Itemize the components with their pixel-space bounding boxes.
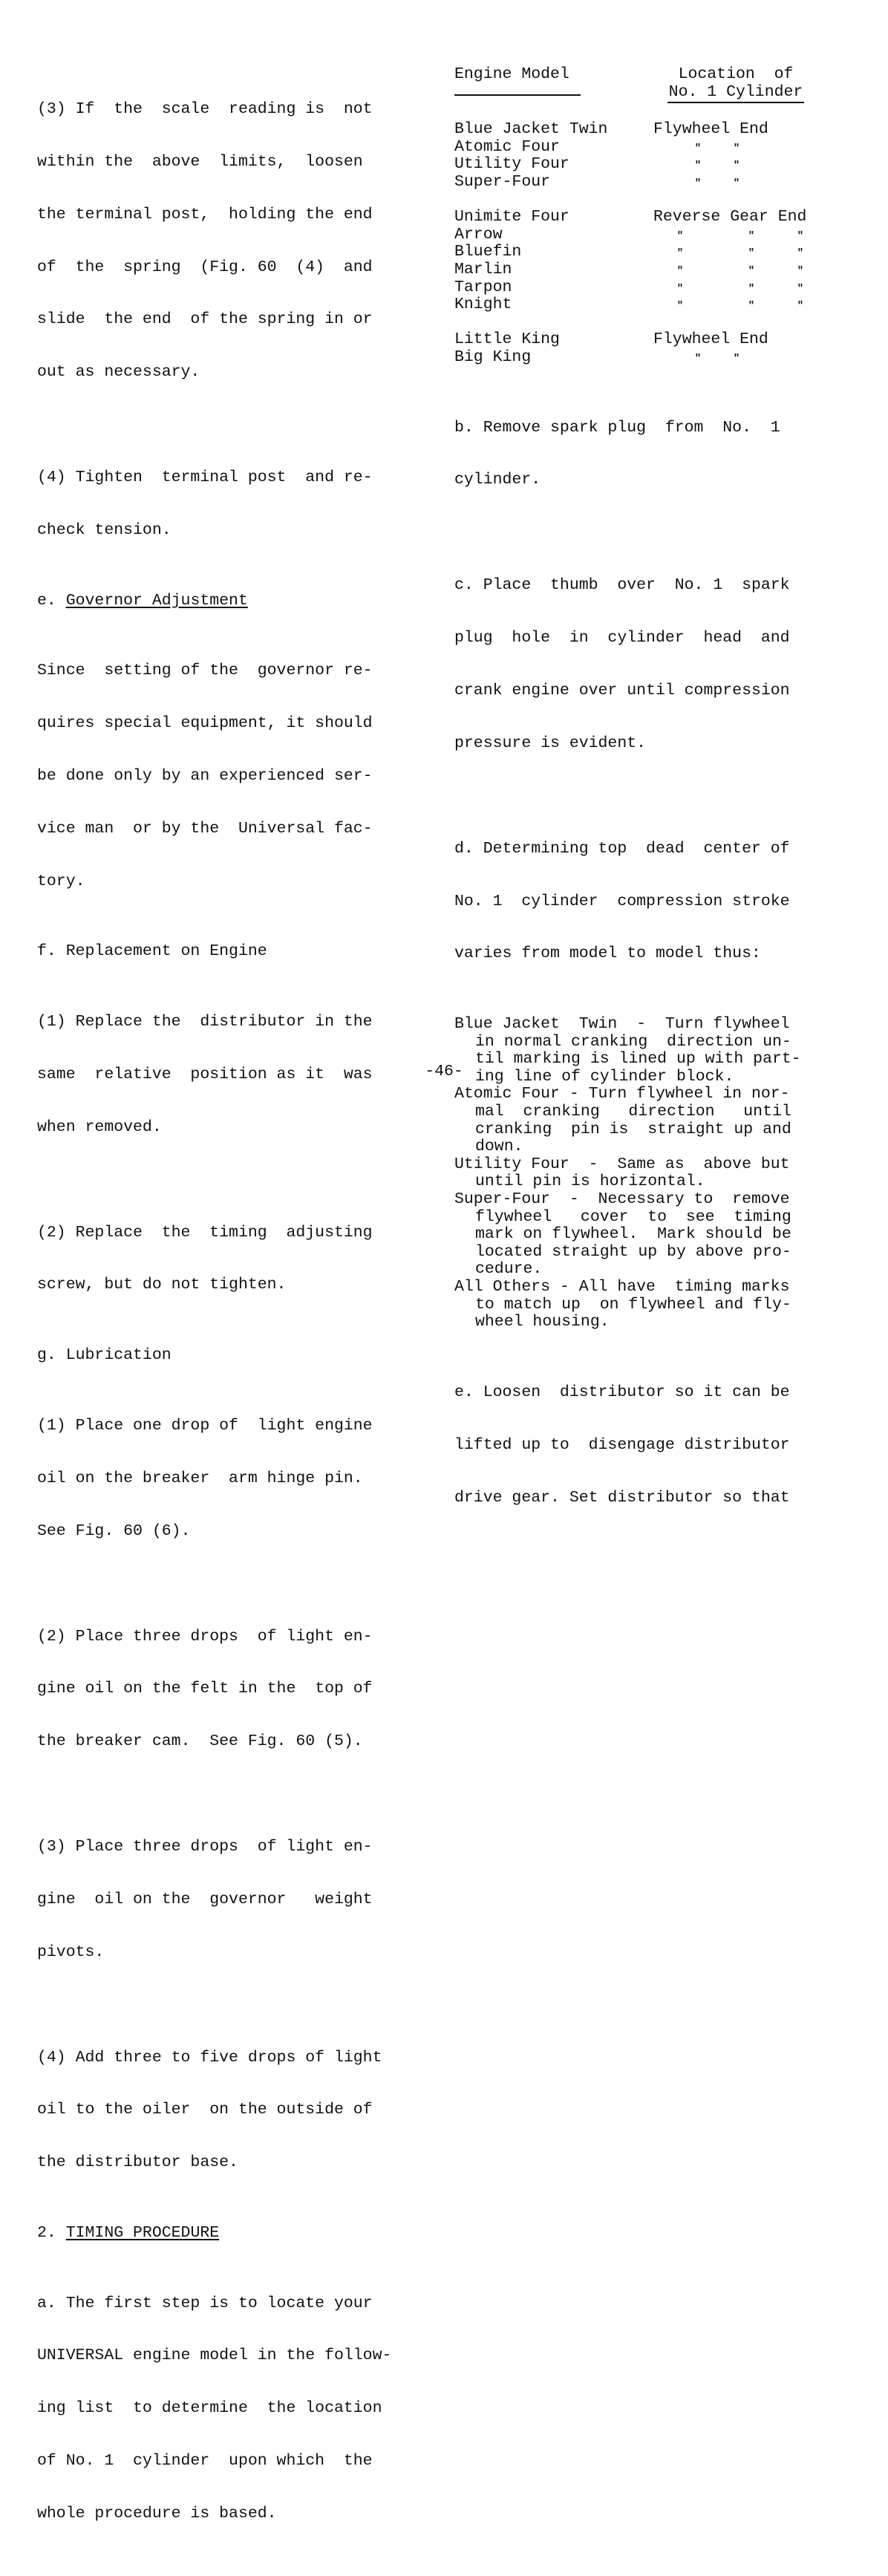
engine-model: Bluefin: [454, 243, 522, 261]
paragraph-loosen-distributor: [454, 1349, 820, 1542]
table-group-flywheel: [454, 121, 820, 191]
heading-text: Governor Adjustment: [65, 591, 248, 610]
step-line: flywheel cover to see timing: [475, 1207, 791, 1226]
text-line: e. Loosen distributor so it can be: [454, 1383, 790, 1401]
paragraph-lube-3: [37, 1804, 405, 1997]
header-label: Engine Model: [454, 65, 569, 83]
ditto-cell: [633, 244, 820, 261]
text-line: drive gear. Set distributor so that: [454, 1488, 790, 1507]
engine-model: Blue Jacket Twin: [454, 120, 608, 139]
text-line: plug hole in cylinder head and: [454, 629, 790, 648]
ditto-mark: ": [676, 264, 684, 277]
text-line: b. Remove spark plug from No. 1: [454, 418, 780, 437]
text-line: of No. 1 cylinder upon which the: [37, 2452, 373, 2471]
engine-model: Super-Four: [454, 172, 551, 191]
text-line: when removed.: [37, 1118, 162, 1136]
step-line: cedure.: [475, 1260, 543, 1279]
text-line: be done only by an experienced ser-: [37, 766, 373, 785]
header-label: No. 1 Cylinder: [667, 84, 805, 104]
ditto-mark: ": [748, 229, 755, 242]
table-row: [454, 156, 820, 174]
text-line: lifted up to disengage distributor: [454, 1435, 790, 1454]
ditto-cell: [653, 349, 756, 367]
ditto-cell: [633, 226, 820, 244]
ditto-cell: [633, 261, 820, 279]
right-column: [454, 66, 820, 1559]
table-row: [454, 226, 820, 244]
text-line: tory.: [37, 872, 85, 890]
table-row: [454, 121, 820, 139]
ditto-mark: ": [733, 352, 740, 365]
ditto-mark: ": [694, 352, 702, 365]
ditto-mark: ": [676, 300, 684, 313]
paragraph-governor: [37, 627, 405, 925]
text-line: varies from model to model thus:: [454, 945, 761, 963]
text-line: pressure is evident.: [454, 734, 647, 752]
paragraph-replace-screw: [37, 1189, 405, 1329]
step-line: in normal cranking direction un-: [475, 1032, 791, 1051]
cylinder-location: Flywheel End: [653, 330, 768, 349]
step-line: Utility Four - Same as above but: [454, 1155, 790, 1173]
text-line: same relative position as it was: [37, 1065, 373, 1083]
paragraph-lube-1: [37, 1383, 405, 1576]
header-label: Location of: [678, 65, 794, 83]
text-line: UNIVERSAL engine model in the follow-: [37, 2347, 392, 2365]
ditto-mark: ": [797, 282, 804, 295]
text-line: the breaker cam. See Fig. 60 (5).: [37, 1732, 363, 1751]
text-line: of the spring (Fig. 60 (4) and: [37, 258, 373, 276]
ditto-mark: ": [733, 177, 740, 189]
table-row: [454, 296, 820, 314]
engine-model: Little King: [454, 330, 560, 349]
text-line: ing list to determine the location: [37, 2399, 382, 2418]
ditto-cell: [633, 296, 820, 314]
text-line: crank engine over until compression: [454, 682, 790, 700]
table-row: [454, 139, 820, 157]
text-line: slide the end of the spring in or: [37, 310, 373, 329]
step-line: mark on flywheel. Mark should be: [475, 1225, 791, 1244]
paragraph-lube-2: [37, 1593, 405, 1786]
header-rule: [454, 94, 581, 96]
step-line: ing line of cylinder block.: [475, 1067, 734, 1086]
engine-model: Knight: [454, 296, 512, 314]
left-column: [37, 66, 405, 2576]
table-header: [454, 66, 820, 103]
engine-model: Arrow: [454, 225, 503, 244]
engine-model: Utility Four: [454, 155, 569, 174]
step-line: Super-Four - Necessary to remove: [454, 1190, 790, 1209]
heading-prefix: 2.: [37, 2223, 66, 2242]
step-line: down.: [475, 1138, 523, 1156]
ditto-mark: ": [694, 177, 702, 189]
paragraph-spring-adjust: [37, 66, 405, 417]
ditto-cell: [653, 156, 756, 174]
table-row: [454, 244, 820, 261]
step-line: located straight up by above pro-: [475, 1242, 791, 1261]
text-line: c. Place thumb over No. 1 spark: [454, 576, 790, 595]
step-line: until pin is horizontal.: [475, 1173, 705, 1191]
heading-timing-procedure: [37, 2225, 405, 2243]
heading-lubrication: g. Lubrication: [37, 1346, 172, 1365]
step-line: mal cranking direction until: [475, 1103, 791, 1121]
step-line: wheel housing.: [475, 1313, 610, 1331]
ditto-mark: ": [676, 282, 684, 295]
paragraph-tighten: [37, 434, 405, 575]
header-location: [652, 66, 820, 103]
step-line: Blue Jacket Twin - Turn flywheel: [454, 1015, 790, 1034]
table-row: [454, 261, 820, 279]
text-line: No. 1 cylinder compression stroke: [454, 892, 790, 910]
ditto-mark: ": [676, 247, 684, 260]
engine-model-table: [454, 66, 820, 367]
heading-prefix: e.: [37, 591, 66, 610]
engine-model: Marlin: [454, 260, 512, 278]
ditto-cell: [633, 279, 820, 297]
cylinder-location: Flywheel End: [653, 120, 768, 139]
ditto-cell: [653, 139, 756, 157]
text-line: screw, but do not tighten.: [37, 1276, 287, 1294]
ditto-mark: ": [797, 247, 804, 260]
text-line: quires special equipment, it should: [37, 714, 373, 733]
heading-replacement: f. Replacement on Engine: [37, 942, 267, 961]
table-row: [454, 349, 820, 367]
step-line: to match up on flywheel and fly-: [475, 1295, 791, 1314]
engine-model: Atomic Four: [454, 137, 560, 156]
step-line: Atomic Four - Turn flywheel in nor-: [454, 1085, 790, 1103]
ditto-mark: ": [748, 247, 755, 260]
text-line: gine oil on the governor weight: [37, 1890, 373, 1908]
ditto-mark: ": [748, 264, 755, 277]
ditto-mark: ": [694, 142, 702, 154]
text-line: pivots.: [37, 1943, 105, 1961]
step-line: til marking is lined up with part-: [475, 1050, 801, 1069]
ditto-mark: ": [797, 229, 804, 242]
table-group-flywheel-kings: [454, 331, 820, 366]
ditto-mark: ": [694, 160, 702, 172]
text-line: cylinder.: [454, 471, 541, 489]
table-group-reverse-gear: [454, 209, 820, 314]
text-line: (3) Place three drops of light en-: [37, 1838, 373, 1856]
header-engine-model: [454, 66, 581, 103]
table-row: [454, 209, 820, 226]
text-line: whole procedure is based.: [37, 2504, 277, 2523]
ditto-mark: ": [733, 160, 740, 172]
table-row: [454, 174, 820, 192]
paragraph-top-dead-center: [454, 806, 820, 999]
text-line: (1) Place one drop of light engine: [37, 1416, 373, 1435]
text-line: (2) Replace the timing adjusting: [37, 1223, 373, 1242]
ditto-mark: ": [797, 264, 804, 277]
text-line: Since setting of the governor re-: [37, 662, 373, 680]
ditto-mark: ": [748, 300, 755, 313]
text-line: (2) Place three drops of light en-: [37, 1627, 373, 1646]
text-line: within the above limits, loosen: [37, 152, 363, 171]
text-line: the terminal post, holding the end: [37, 205, 373, 224]
text-line: gine oil on the felt in the top of: [37, 1680, 373, 1698]
table-row: [454, 331, 820, 349]
text-line: oil to the oiler on the outside of: [37, 2101, 373, 2119]
text-line: (4) Add three to five drops of light: [37, 2048, 382, 2067]
page-number: -46-: [425, 1063, 463, 1080]
text-line: the distributor base.: [37, 2153, 238, 2172]
heading-text: TIMING PROCEDURE: [65, 2223, 220, 2242]
heading-governor-adjustment: [37, 593, 405, 610]
cylinder-location: Reverse Gear End: [653, 208, 807, 226]
text-line: See Fig. 60 (6).: [37, 1522, 191, 1540]
text-line: check tension.: [37, 521, 172, 539]
engine-model: Unimite Four: [454, 208, 569, 226]
engine-model: Big King: [454, 348, 532, 366]
step-line: All Others - All have timing marks: [454, 1278, 790, 1296]
text-line: out as necessary.: [37, 363, 200, 382]
step-line: cranking pin is straight up and: [475, 1120, 791, 1138]
text-line: vice man or by the Universal fac-: [37, 819, 373, 838]
text-line: oil on the breaker arm hinge pin.: [37, 1469, 363, 1487]
ditto-mark: ": [797, 300, 804, 313]
paragraph-lube-4: [37, 2014, 405, 2207]
ditto-mark: ": [733, 142, 740, 154]
paragraph-remove-spark-plug: [454, 385, 820, 525]
paragraph-first-step: [37, 2260, 405, 2558]
text-line: (4) Tighten terminal post and re-: [37, 469, 373, 487]
text-line: (3) If the scale reading is not: [37, 100, 373, 119]
text-line: d. Determining top dead center of: [454, 839, 790, 858]
text-line: (1) Replace the distributor in the: [37, 1013, 373, 1031]
ditto-mark: ": [676, 229, 684, 242]
paragraph-thumb-over: [454, 542, 820, 787]
table-row: [454, 279, 820, 297]
ditto-cell: [653, 174, 756, 192]
ditto-mark: ": [748, 282, 755, 295]
text-line: a. The first step is to locate your: [37, 2294, 373, 2312]
engine-model: Tarpon: [454, 278, 512, 296]
